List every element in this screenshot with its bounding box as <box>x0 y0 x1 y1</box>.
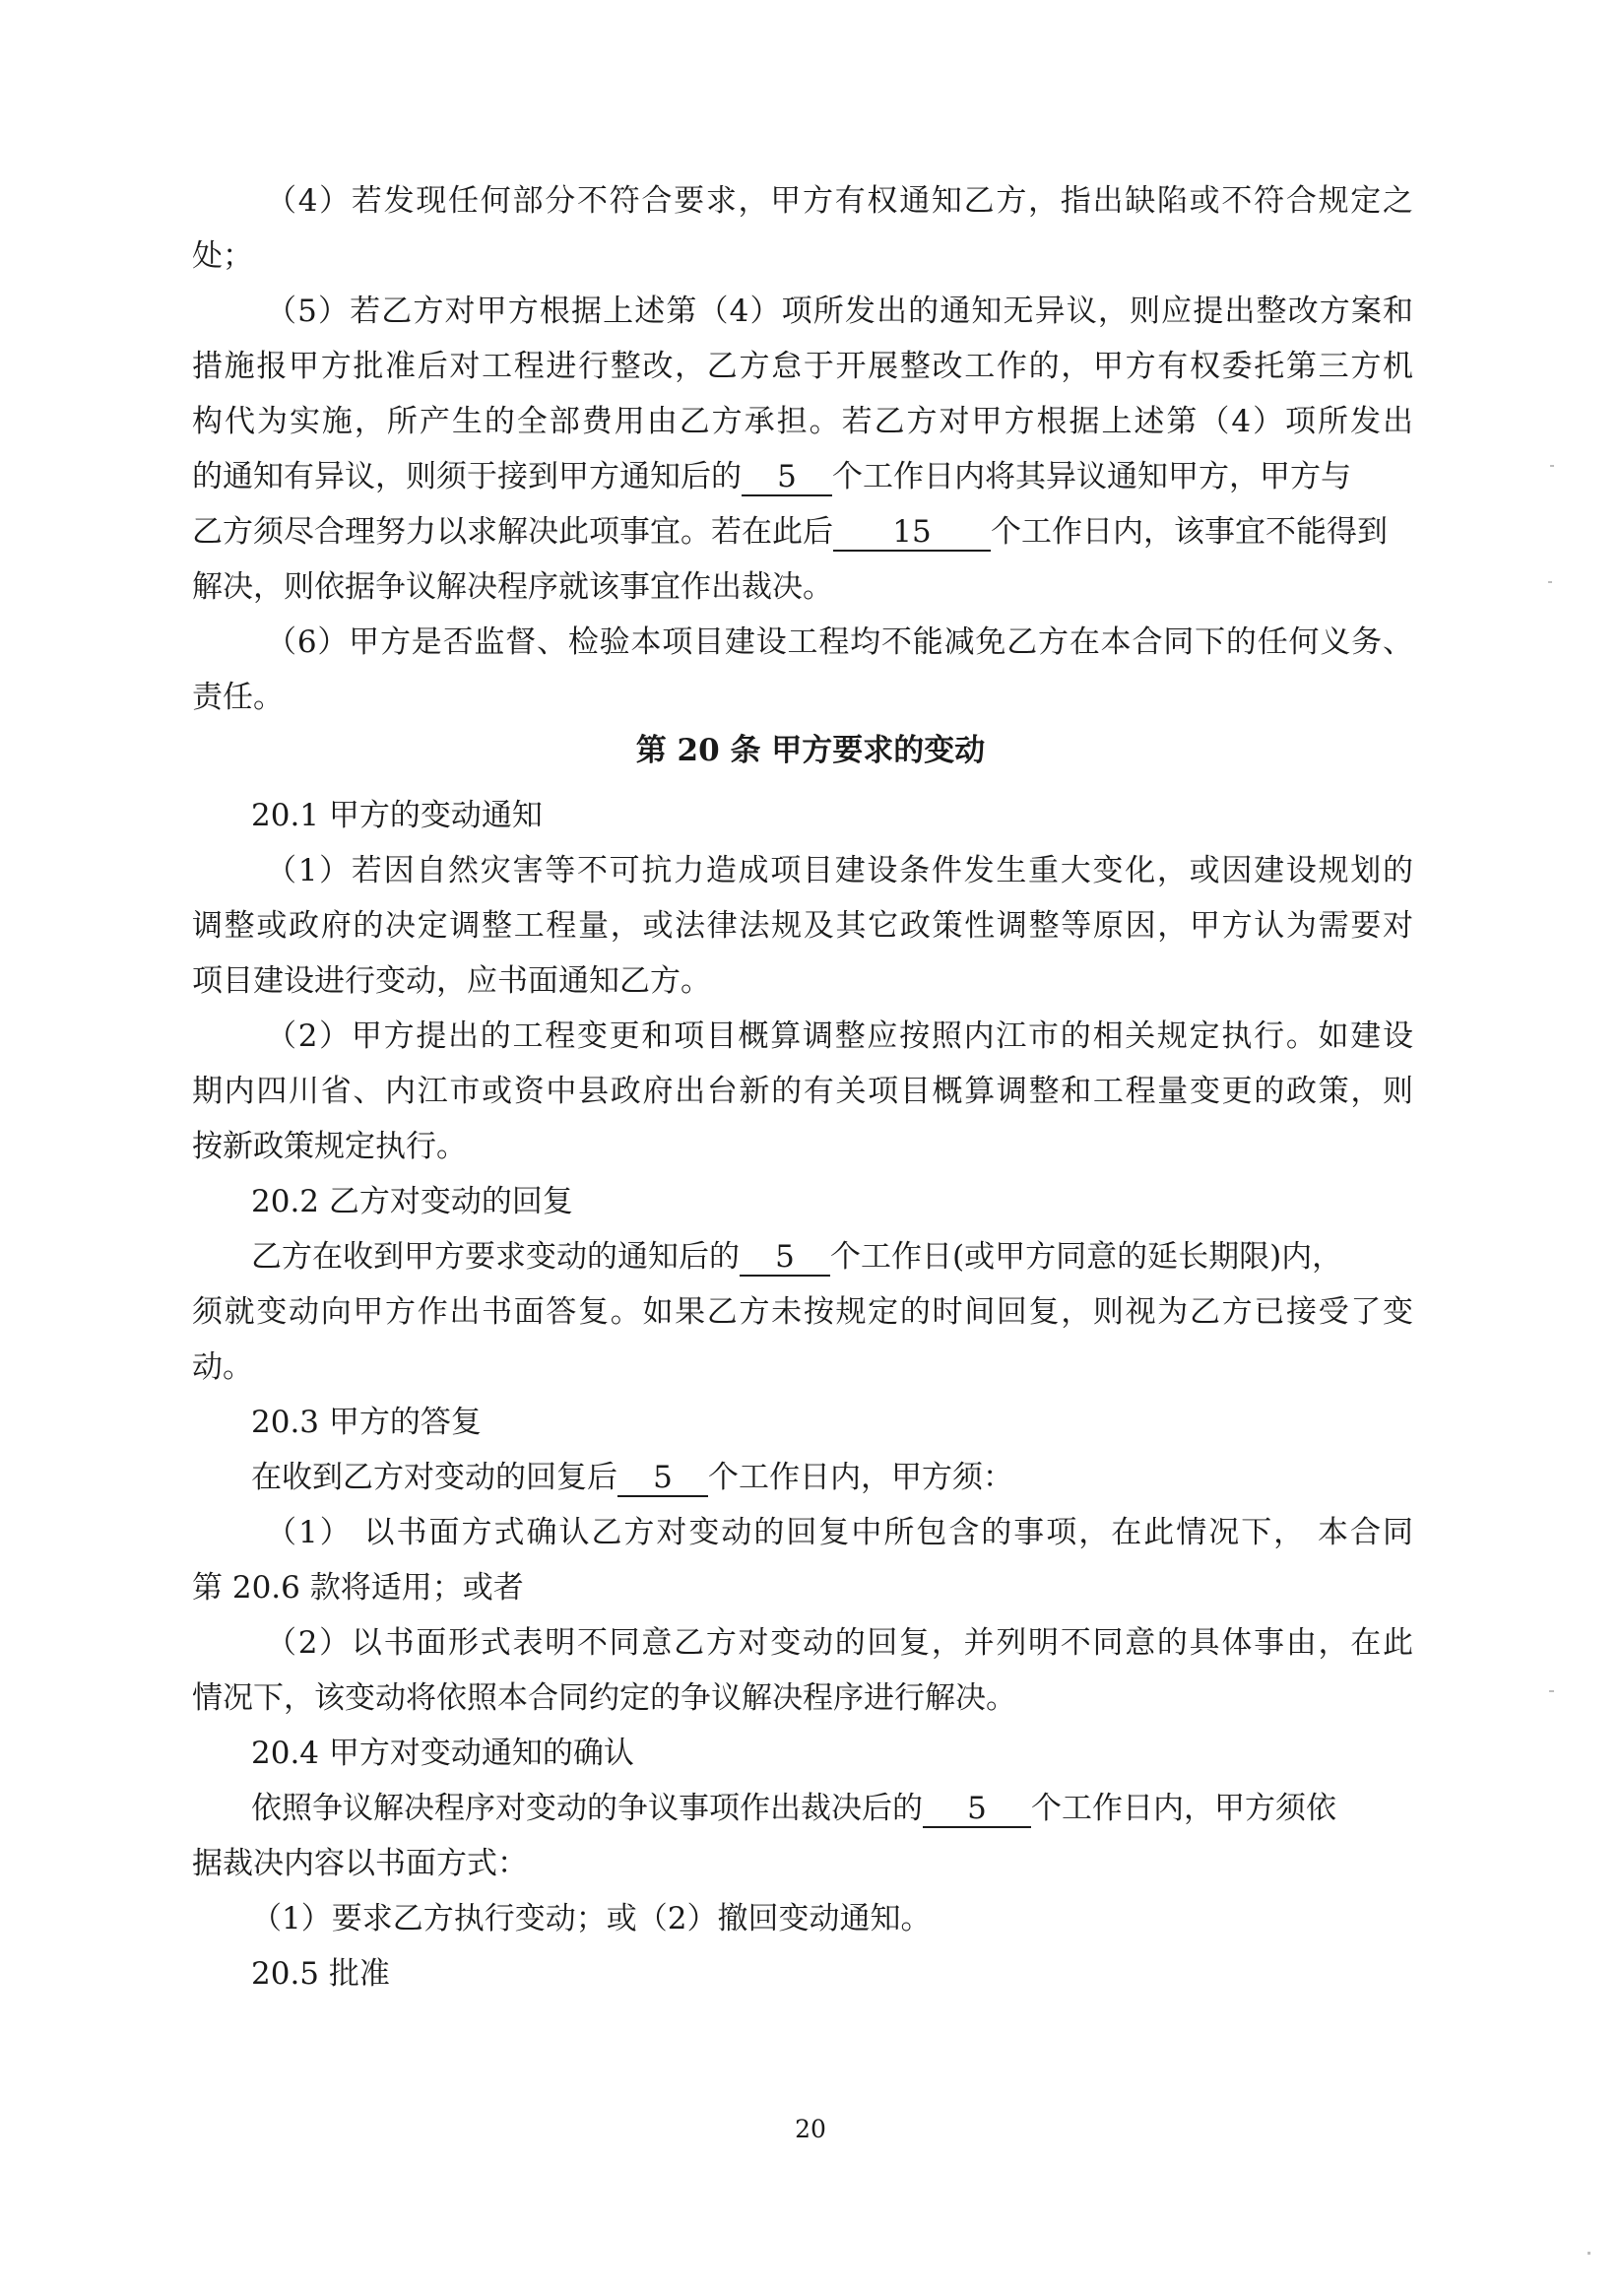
section-20-2-line-1-text-b: 个工作日(或甲方同意的延长期限)内， <box>830 1239 1343 1275</box>
section-20-2-line-1 <box>251 1235 1342 1279</box>
section-20-1-item-1-line-3: 项目建设进行变动，应书面通知乙方。 <box>192 963 711 999</box>
section-20-2-days-field: 5 <box>740 1239 830 1277</box>
section-20-3-line-1-text-a: 在收到乙方对变动的回复后 <box>251 1460 617 1495</box>
section-20-3-item-2-line-2: 情况下，该变动将依照本合同约定的争议解决程序进行解决。 <box>192 1680 1016 1716</box>
section-20-1-item-2-line-2: 期内四川省、内江市或资中县政府出台新的有关项目概算调整和工程量变更的政策，则 <box>192 1074 1413 1109</box>
section-20-3-item-1-line-1: （1） 以书面方式确认乙方对变动的回复中所包含的事项，在此情况下， 本合同 <box>266 1515 1413 1550</box>
section-20-4-line-2: 据裁决内容以书面方式： <box>192 1846 528 1881</box>
article-20-heading: 第 20 条 甲方要求的变动 <box>635 733 986 768</box>
scan-speck <box>1550 465 1554 467</box>
item-5-line-5-text-b: 个工作日内，该事宜不能得到 <box>991 514 1388 550</box>
section-20-4-line-1-text-a: 依照争议解决程序对变动的争议事项作出裁决后的 <box>251 1791 923 1826</box>
section-20-4-title: 20.4 甲方对变动通知的确认 <box>251 1736 634 1771</box>
item-6-line-2: 责任。 <box>192 680 284 715</box>
item-5-line-4 <box>192 455 1351 498</box>
item-5-line-1: （5）若乙方对甲方根据上述第（4）项所发出的通知无异议，则应提出整改方案和 <box>266 294 1413 329</box>
item-5-line-4-text-b: 个工作日内将其异议通知甲方，甲方与 <box>832 459 1351 494</box>
section-20-3-item-1-line-2: 第 20.6 款将适用；或者 <box>192 1570 524 1606</box>
item-4-line-1: （4）若发现任何部分不符合要求，甲方有权通知乙方，指出缺陷或不符合规定之 <box>266 183 1413 219</box>
section-20-4-line-3: （1）要求乙方执行变动；或（2）撤回变动通知。 <box>251 1901 932 1936</box>
item-5-line-3: 构代为实施，所产生的全部费用由乙方承担。若乙方对甲方根据上述第（4）项所发出 <box>192 404 1413 439</box>
item-5-line-4-text-a: 的通知有异议，则须于接到甲方通知后的 <box>192 459 742 494</box>
section-20-2-line-3: 动。 <box>192 1349 253 1385</box>
section-20-3-line-1 <box>251 1456 1013 1499</box>
item-5-line-5-text-a: 乙方须尽合理努力以求解决此项事宜。若在此后 <box>192 514 833 550</box>
item-5-line-6: 解决，则依据争议解决程序就该事宜作出裁决。 <box>192 569 833 605</box>
item-5-line-5 <box>192 510 1388 554</box>
section-20-3-line-1-text-b: 个工作日内，甲方须： <box>708 1460 1013 1495</box>
item-6-line-1: （6）甲方是否监督、检验本项目建设工程均不能减免乙方在本合同下的任何义务、 <box>266 624 1413 660</box>
section-20-3-item-2-line-1: （2）以书面形式表明不同意乙方对变动的回复，并列明不同意的具体事由，在此 <box>266 1625 1413 1661</box>
section-20-1-item-2-line-3: 按新政策规定执行。 <box>192 1129 467 1164</box>
section-20-1-item-2-line-1: （2）甲方提出的工程变更和项目概算调整应按照内江市的相关规定执行。如建设 <box>266 1018 1413 1054</box>
section-20-3-days-field: 5 <box>617 1460 708 1497</box>
scan-speck <box>1548 581 1552 583</box>
page-number: 20 <box>795 2115 826 2143</box>
section-20-2-line-1-text-a: 乙方在收到甲方要求变动的通知后的 <box>251 1239 740 1275</box>
item-4-line-2: 处； <box>192 238 253 274</box>
section-20-2-title: 20.2 乙方对变动的回复 <box>251 1184 573 1219</box>
item-5-line-2: 措施报甲方批准后对工程进行整改，乙方怠于开展整改工作的，甲方有权委托第三方机 <box>192 349 1413 384</box>
section-20-1-title: 20.1 甲方的变动通知 <box>251 798 543 833</box>
section-20-1-item-1-line-2: 调整或政府的决定调整工程量，或法律法规及其它政策性调整等原因，甲方认为需要对 <box>192 908 1413 944</box>
section-20-4-days-field: 5 <box>923 1791 1031 1828</box>
section-20-4-line-1-text-b: 个工作日内，甲方须依 <box>1031 1791 1336 1826</box>
section-20-5-title: 20.5 批准 <box>251 1956 390 1992</box>
scan-speck <box>1549 1690 1554 1692</box>
item-5-days-field: 5 <box>742 459 832 496</box>
section-20-1-item-1-line-1: （1）若因自然灾害等不可抗力造成项目建设条件发生重大变化，或因建设规划的 <box>266 853 1413 888</box>
section-20-2-line-2: 须就变动向甲方作出书面答复。如果乙方未按规定的时间回复，则视为乙方已接受了变 <box>192 1294 1413 1330</box>
section-20-4-line-1 <box>251 1787 1336 1830</box>
item-5-resolve-days-field: 15 <box>833 514 991 552</box>
scan-speck <box>1588 2252 1590 2255</box>
section-20-3-title: 20.3 甲方的答复 <box>251 1405 482 1440</box>
